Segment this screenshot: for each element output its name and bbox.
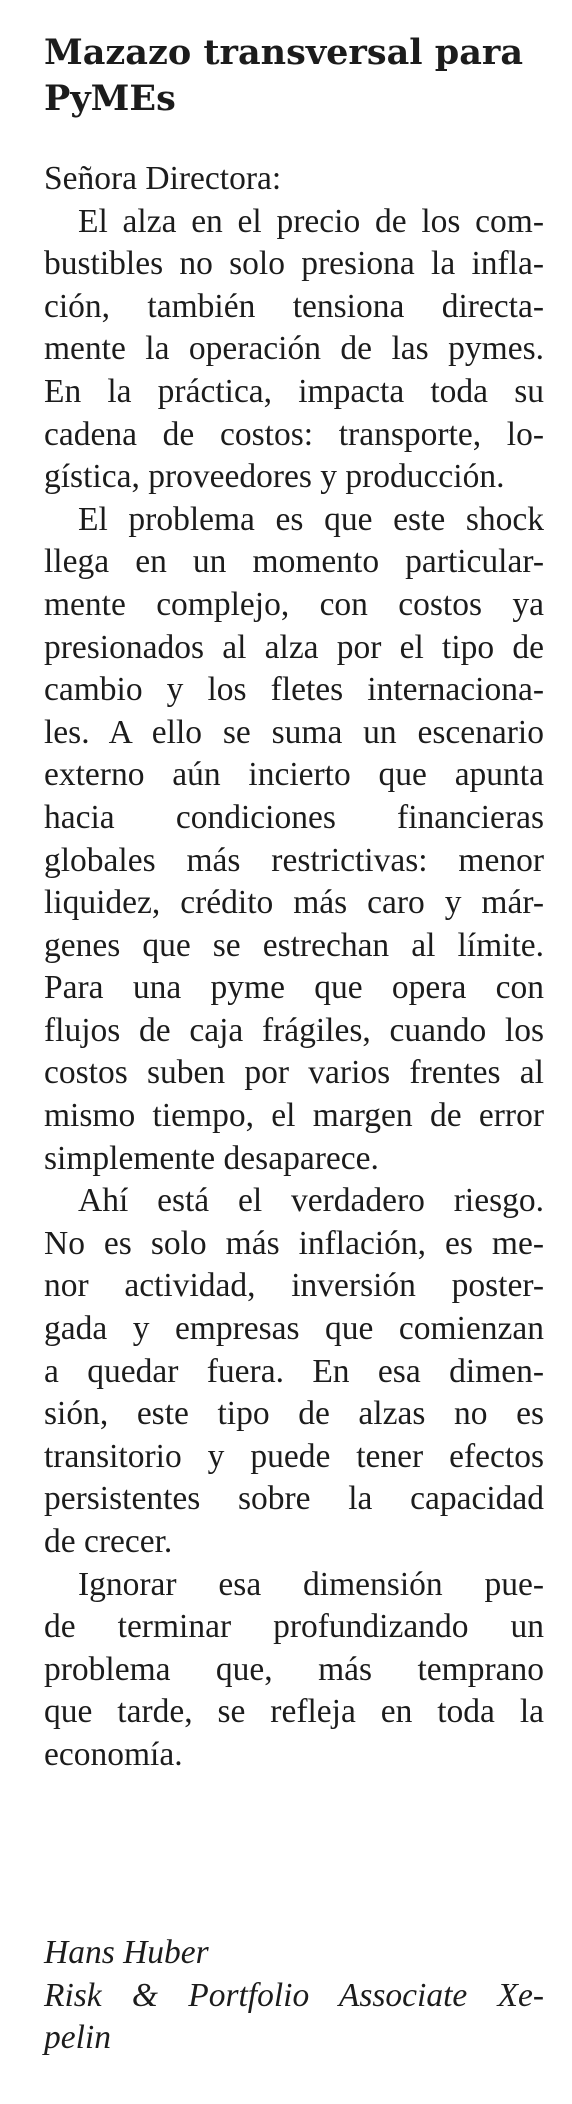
paragraph-line: El alza en el precio de los com-	[78, 202, 544, 240]
headline-line: Mazazo transversal para	[44, 32, 523, 73]
paragraph-line: les. A ello se suma un escenario	[44, 713, 544, 751]
letter-body	[44, 158, 544, 1777]
paragraph-line: economía.	[44, 1735, 183, 1773]
paragraph-line: a quedar fuera. En esa dimen-	[44, 1352, 544, 1390]
paragraph-line: presionados al alza por el tipo de	[44, 628, 544, 666]
paragraph-line: gada y empresas que comienzan	[44, 1310, 544, 1348]
paragraph-line: gística, proveedores y producción.	[44, 458, 505, 496]
paragraph-line: sión, este tipo de alzas no es	[44, 1395, 544, 1433]
paragraph-line: flujos de caja frágiles, cuando los	[44, 1011, 544, 1049]
signature-title-line: pelin	[44, 2019, 111, 2057]
paragraph-line: liquidez, crédito más caro y már-	[44, 884, 544, 922]
paragraph-line: problema que, más temprano	[44, 1650, 544, 1688]
paragraph-line: Ahí está el verdadero riesgo.	[78, 1182, 544, 1220]
paragraph-line: globales más restrictivas: menor	[44, 841, 544, 879]
paragraph-line: mismo tiempo, el margen de error	[44, 1097, 544, 1135]
paragraph-line: Ignorar esa dimensión pue-	[78, 1565, 544, 1603]
letter-headline	[44, 30, 544, 122]
paragraph-line: cambio y los fletes internaciona-	[44, 671, 544, 709]
paragraph-line: de crecer.	[44, 1523, 173, 1560]
salutation: Señora Directora:	[44, 160, 282, 197]
paragraph-line: costos suben por varios frentes al	[44, 1054, 544, 1092]
paragraph-line: externo aún incierto que apunta	[44, 756, 544, 794]
paragraph-line: nor actividad, inversión poster-	[44, 1267, 544, 1305]
signature-name: Hans Huber	[44, 1934, 209, 1971]
headline-line: PyMEs	[44, 78, 176, 119]
paragraph-line: transitorio y puede tener efectos	[44, 1437, 544, 1475]
paragraph-line: persistentes sobre la capacidad	[44, 1480, 544, 1518]
paragraph-line: simplemente desaparece.	[44, 1139, 379, 1177]
paragraph-line: genes que se estrechan al límite.	[44, 926, 544, 964]
signature-block	[44, 1932, 544, 2060]
signature-title-line: Risk & Portfolio Associate Xe-	[44, 1976, 544, 2014]
paragraph-line: No es solo más inflación, es me-	[44, 1224, 544, 1262]
paragraph-line: bustibles no solo presiona la infla-	[44, 245, 544, 283]
paragraph-line: Para una pyme que opera con	[44, 969, 544, 1007]
paragraph-line: hacia condiciones financieras	[44, 798, 544, 836]
paragraph-line: mente complejo, con costos ya	[44, 585, 544, 623]
paragraph-line: llega en un momento particular-	[44, 543, 544, 581]
paragraph-line: ción, también tensiona directa-	[44, 287, 544, 325]
paragraph-line: El problema es que este shock	[78, 500, 544, 538]
paragraph-line: mente la operación de las pymes.	[44, 330, 544, 368]
paragraph-line: de terminar profundizando un	[44, 1608, 544, 1646]
paragraph-line: cadena de costos: transporte, lo-	[44, 415, 544, 453]
paragraph-line: En la práctica, impacta toda su	[44, 372, 544, 410]
paragraph-line: que tarde, se refleja en toda la	[44, 1693, 544, 1731]
